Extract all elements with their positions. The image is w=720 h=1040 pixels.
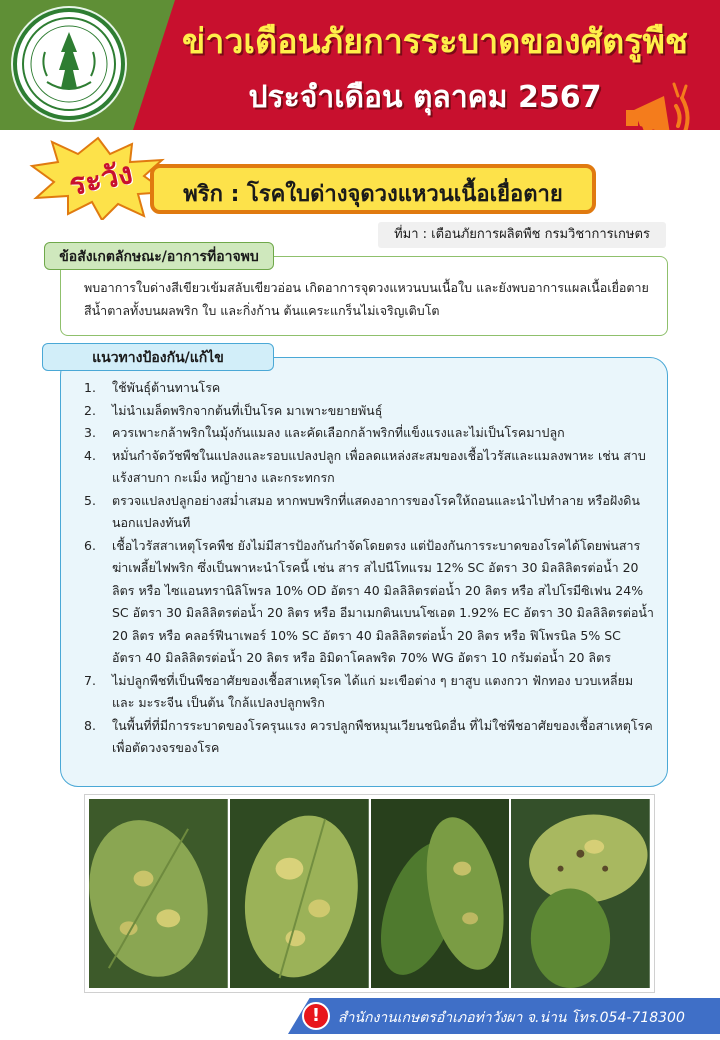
step-text: หมั่นกำจัดวัชพืชในแปลงและรอบแปลงปลูก เพื่อลดแหล่งสะสมของเชื้อไวรัสและแมลงพาหะ เช่น สาบแร้งสาบกา กะเม็ง หญ้ายาง และกระทกรก <box>112 447 646 485</box>
prevention-step <box>84 445 654 490</box>
exclamation-icon: ! <box>302 1002 330 1030</box>
mottled-pepper-leaf-photo <box>89 799 228 988</box>
pepper-plant-leaves-photo <box>371 799 510 988</box>
step-text: ควรเพาะกล้าพริกในมุ้งกันแมลง และคัดเลือกกล้าพริกที่แข็งแรงและไม่เป็นโรคมาปลูก <box>112 425 565 440</box>
step-number: 6. <box>84 537 96 553</box>
disease-title: พริก : โรคใบด่างจุดวงแหวนเนื้อเยื่อตาย <box>183 182 563 207</box>
step-text: ตรวจแปลงปลูกอย่างสม่ำเสมอ หากพบพริกที่แสดงอาการของโรคให้ถอนและนำไปทำลาย หรือฝังดินนอกแปลงทันที <box>112 492 640 530</box>
step-number: 1. <box>84 380 96 395</box>
necrotic-pepper-leaf-photo <box>511 799 650 988</box>
page-title: ข่าวเตือนภัยการระบาดของศัตรูพืช <box>181 22 688 62</box>
symptoms-text: พบอาการใบด่างสีเขียวเข้มสลับเขียวอ่อน เกิดอาการจุดวงแหวนบนเนื้อใบ และยังพบอาการแผลเนื้อเยื่อตายสีน้ำตาลทั้งบนผลพริก ใบ และกิ่งก้าน ต้นแคระแกร็นไม่เจริญเติบโต <box>84 280 649 318</box>
prevention-step <box>84 490 654 535</box>
prevention-step <box>84 400 654 423</box>
step-text: ในพื้นที่ที่มีการระบาดของโรครุนแรง ควรปลูกพืชหมุนเวียนชนิดอื่น ที่ไม่ใช่พืชอาศัยของเชื้อสาเหตุโรค เพื่อตัดวงจรของโรค <box>112 717 653 755</box>
step-number: 5. <box>84 492 96 508</box>
prevention-step <box>84 715 654 760</box>
page-subtitle: ประจำเดือน ตุลาคม 2567 <box>248 80 602 115</box>
disease-title-box <box>150 164 596 214</box>
prevention-step <box>84 377 654 400</box>
prevention-label: แนวทางป้องกัน/แก้ไข <box>42 343 274 371</box>
megaphone-icon <box>620 76 700 130</box>
prevention-step <box>84 535 654 670</box>
footer-contact: สำนักงานเกษตรอำเภอท่าวังผา จ.น่าน โทร.054-718300 <box>338 1010 685 1026</box>
agriculture-seal-icon <box>17 12 121 116</box>
header-banner <box>0 0 720 130</box>
step-text: ไม่นำเมล็ดพริกจากต้นที่เป็นโรค มาเพาะขยายพันธุ์ <box>112 402 383 418</box>
step-text: ใช้พันธุ์ต้านทานโรค <box>112 380 221 395</box>
prevention-step <box>84 670 654 715</box>
prevention-step <box>84 422 654 445</box>
photo-strip <box>84 794 655 993</box>
prevention-list <box>84 377 654 760</box>
warning-burst-text: ระวัง <box>66 155 136 204</box>
step-number: 8. <box>84 717 96 733</box>
department-logo <box>13 8 125 120</box>
step-number: 2. <box>84 402 96 418</box>
source-note: ที่มา : เตือนภัยการผลิตพืช กรมวิชาการเกษตร <box>378 222 666 248</box>
symptoms-label: ข้อสังเกตลักษณะ/อาการที่อาจพบ <box>44 242 274 270</box>
ringspot-pepper-leaf-photo <box>230 799 369 988</box>
step-number: 4. <box>84 447 96 463</box>
step-text: เชื้อไวรัสสาเหตุโรคพืช ยังไม่มีสารป้องกันกำจัดโดยตรง แต่ป้องกันการระบาดของโรคได้โดยพ่นสารฆ่าเพลี้ยไฟพริก ซึ่งเป็นพาหะนำโรคนี้ เช่น สาร สไปนีโทแรม 12% SC อัตรา 30 มิลลิลิตรต่อน้ำ 20 ลิตร หรือ ไซแอนทรานิลิโพรล 10% OD อัตรา 40 มิลลิลิตรต่อน้ำ 20 ลิตร หรือ สไปโรมีซิเฟน 24% SC อัตรา 30 มิลลิลิตรต่อน้ำ 20 ลิตร หรือ อีมาเมกตินเบนโซเอต 1.92% EC อัตรา 30 มิลลิลิตรต่อน้ำ 20 ลิตร หรือ คลอร์ฟีนาเพอร์ 10% SC อัตรา 40 มิลลิลิตรต่อน้ำ 20 ลิตร หรือ ฟิโพรนิล 5% SC อัตรา 40 มิลลิลิตรต่อน้ำ 20 ลิตร หรือ อิมิดาโคลพริด 70% WG อัตรา 10 กรัมต่อน้ำ 20 ลิตร <box>112 537 654 665</box>
step-number: 3. <box>84 425 96 440</box>
step-text: ไม่ปลูกพืชที่เป็นพืชอาศัยของเชื้อสาเหตุโรค ได้แก่ มะเขือต่าง ๆ ยาสูบ แตงกวา ฟักทอง บวบเหลี่ยม และ มะระจีน เป็นต้น ใกล้แปลงปลูกพริก <box>112 672 634 710</box>
step-number: 7. <box>84 672 96 688</box>
